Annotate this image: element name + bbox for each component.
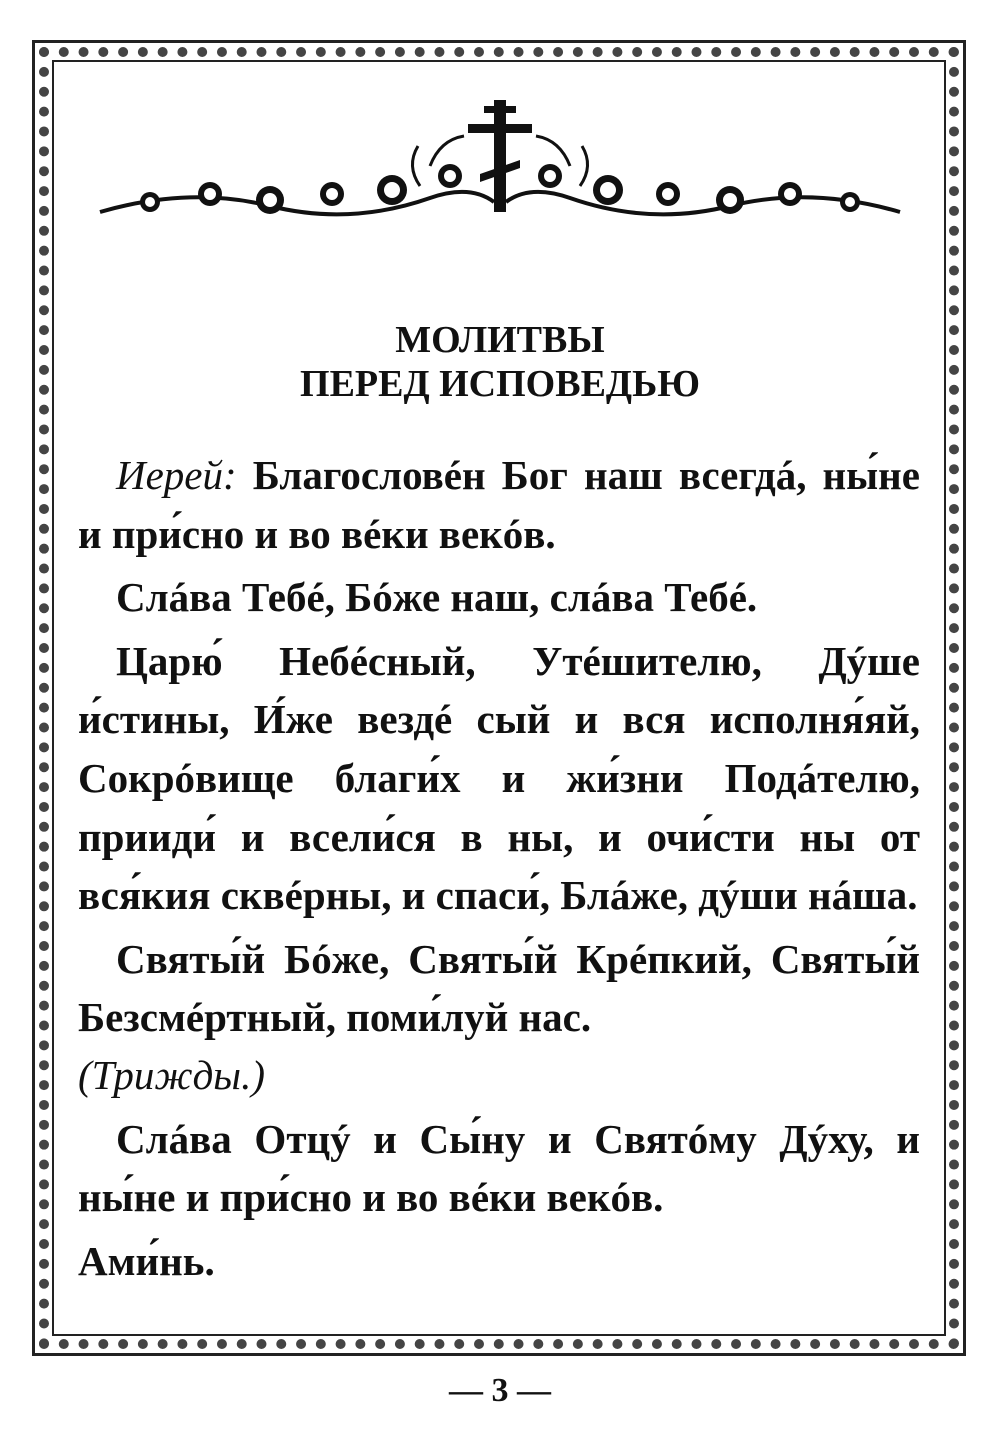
paragraph-trisagion: Святы́й Бóже, Святы́й Крéпкий, Святы́й Безсмéртный, поми́луй нас. — [78, 935, 920, 1041]
paragraph-amen: Ами́нь. — [78, 1237, 215, 1284]
paragraph-glory: Слáва Тебé, Бóже наш, слáва Тебé. — [116, 574, 758, 621]
page-title-line-1: МОЛИТВЫ — [395, 319, 605, 361]
headpiece-ornament-with-cross — [70, 90, 930, 230]
paragraph-blessing-text: Благословéн Бог наш всегдá, ны́не и при́сно и во вéки векóв. — [78, 452, 920, 557]
page-title-line-2: ПЕРЕД ИСПОВЕДЬЮ — [300, 363, 700, 405]
paragraph-glory-father: Слáва Отцý и Сы́ну и Святóму Дýху, и ны́не и при́сно и во вéки векóв. — [78, 1115, 920, 1221]
prayer-text — [78, 446, 920, 1295]
repeat-note: (Трижды.) — [78, 1051, 265, 1098]
page-number: — 3 — — [449, 1372, 551, 1409]
speaker-label: Иерей: — [116, 452, 237, 498]
paragraph-heavenly-king: Царю́ Небéсный, Утéшителю, Дýше и́стины, И́же вездé сый и вся исполня́яй, Сокрóвище благи́х и жи́зни Подáтелю, прииди́ и всели́ся в ны, и очи́сти ны от вся́кия сквéрны, и спаси́, Блáже, дýши нáша. — [78, 637, 920, 919]
paragraph-blessing — [78, 446, 920, 563]
